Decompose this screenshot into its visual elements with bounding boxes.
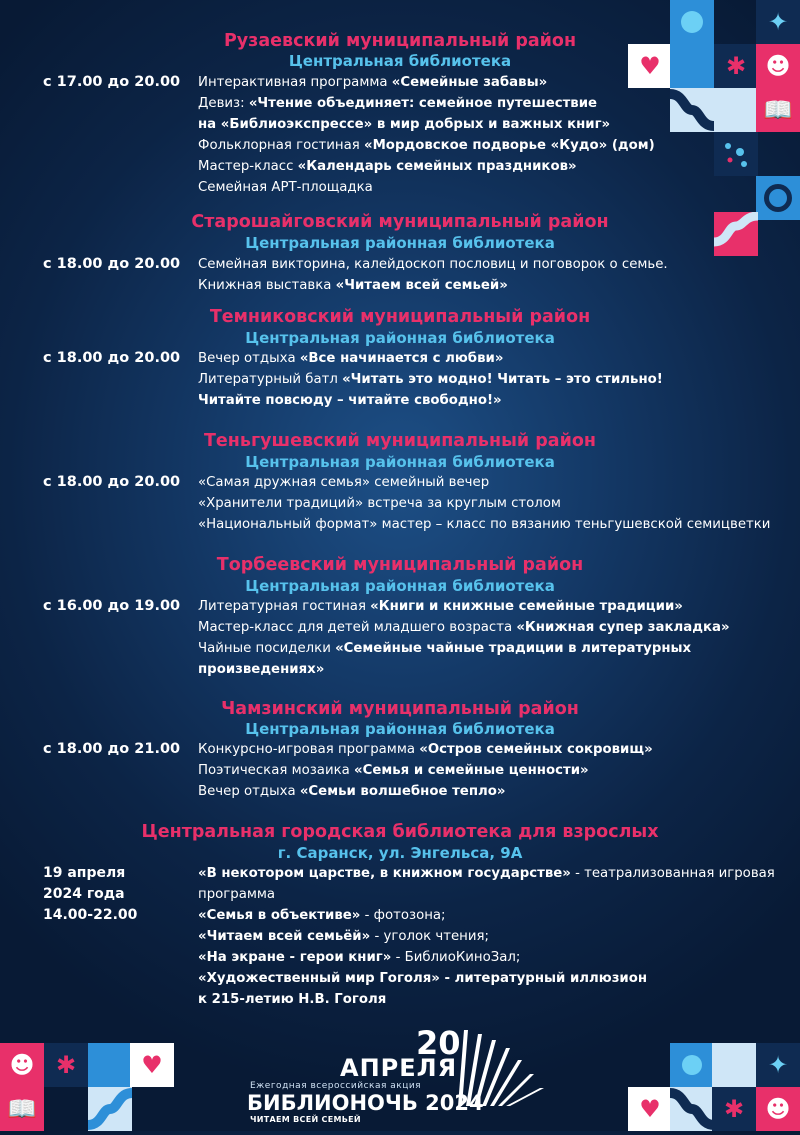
logo-day: 20 [416, 1024, 461, 1062]
city-year: 2024 года [43, 886, 125, 902]
logo-month: АПРЕЛЯ [340, 1054, 458, 1082]
logo-slogan: ЧИТАЕМ ВСЕЙ СЕМЬЕЙ [250, 1115, 361, 1124]
event-line: Литературная гостиная «Книги и книжные семейные традиции» [198, 599, 683, 614]
logo-tagline: Ежегодная всероссийская акция [250, 1081, 422, 1091]
city-date: 19 апреля [43, 865, 126, 881]
district-title-tengushevsky: Теньгушевский муниципальный район [204, 431, 596, 451]
event-time-tengushevsky: с 18.00 до 20.00 [43, 474, 181, 490]
sparkle-icon: ✦ [756, 0, 800, 44]
library-title-temnikovsky: Центральная районная библиотека [245, 329, 555, 347]
event-line: «На экране - герои книг» - БиблиоКиноЗал; [198, 950, 521, 965]
event-line: Вечер отдыха «Все начинается с любви» [198, 351, 504, 366]
book-icon: 📖 [0, 1087, 44, 1131]
logo-name: БИБЛИОНОЧЬ 2024 [247, 1091, 484, 1115]
library-title-staroshaigovsky: Центральная районная библиотека [245, 234, 555, 252]
event-line: Семейная викторина, калейдоскоп пословиц и поговорок о семье. [198, 257, 668, 272]
book-icon: 📖 [756, 88, 800, 132]
district-title-torbeevsky: Торбеевский муниципальный район [216, 555, 584, 575]
event-line: «В некотором царстве, в книжном государстве» - театрализованная игровая [198, 866, 775, 881]
event-time-torbeevsky: с 16.00 до 19.00 [43, 598, 181, 614]
event-line: Девиз: «Чтение объединяет: семейное путешествие [198, 96, 598, 111]
event-line: «Читаем всей семьёй» - уголок чтения; [198, 929, 489, 944]
flower-icon: ✱ [712, 1087, 756, 1131]
flower-icon: ✱ [44, 1043, 88, 1087]
circle-icon [670, 0, 714, 44]
event-line: к 215-летию Н.В. Гоголя [198, 992, 387, 1007]
event-line: Конкурсно-игровая программа «Остров семейных сокровищ» [198, 742, 653, 757]
city-library-address: г. Саранск, ул. Энгельса, 9А [277, 844, 523, 862]
event-line: «Национальный формат» мастер – класс по вязанию теньгушевской семицветки [198, 517, 771, 532]
event-line: «Семья в объективе» - фотозона; [198, 908, 446, 923]
event-line: Вечер отдыха «Семьи волшебное тепло» [198, 784, 506, 799]
event-time-ruzaevsky: с 17.00 до 20.00 [43, 74, 181, 90]
wave-icon [670, 88, 714, 132]
event-line: Интерактивная программа «Семейные забавы» [198, 75, 548, 90]
event-time-temnikovsky: с 18.00 до 20.00 [43, 350, 181, 366]
district-title-ruzaevsky: Рузаевский муниципальный район [223, 31, 577, 51]
sparkle-icon: ✦ [756, 1043, 800, 1087]
event-line: Мастер-класс для детей младшего возраста «Книжная супер закладка» [198, 620, 730, 635]
family-icon: ☻ [756, 1087, 800, 1131]
event-line: «Художественный мир Гоголя» - литературный иллюзион [198, 971, 648, 986]
event-line: Фольклорная гостиная «Мордовское подворье «Кудо» (дом) [198, 138, 655, 153]
district-title-temnikovsky: Темниковский муниципальный район [209, 307, 591, 327]
heart-icon: ♥ [130, 1043, 174, 1087]
district-title-chamzinsky: Чамзинский муниципальный район [221, 699, 579, 719]
family-icon: ☻ [756, 44, 800, 88]
event-time-chamzinsky: с 18.00 до 21.00 [43, 741, 181, 757]
wave-icon [670, 1087, 714, 1131]
event-line: Книжная выставка «Читаем всей семьей» [198, 278, 508, 293]
event-line: на «Библиоэкспрессе» в мир добрых и важных книг» [198, 117, 611, 132]
dots-icon [714, 132, 758, 176]
event-line: Литературный батл «Читать это модно! Читать – это стильно! [198, 372, 663, 387]
family-icon: ☻ [0, 1043, 44, 1087]
wave-icon [714, 212, 758, 256]
city-library-title: Центральная городская библиотека для взрослых [141, 822, 659, 842]
library-title-tengushevsky: Центральная районная библиотека [245, 453, 555, 471]
wave-icon [88, 1087, 132, 1131]
event-line: Чайные посиделки «Семейные чайные традиции в литературных [198, 641, 692, 656]
event-line: программа [198, 887, 276, 902]
heart-icon: ♥ [628, 44, 672, 88]
library-title-ruzaevsky: Центральная библиотека [288, 52, 512, 70]
circle-icon [670, 1043, 714, 1087]
city-hours: 14.00-22.00 [43, 907, 138, 923]
library-title-chamzinsky: Центральная районная библиотека [245, 720, 555, 738]
event-line: Мастер-класс «Календарь семейных праздников» [198, 159, 577, 174]
circle-icon [756, 176, 800, 220]
library-title-torbeevsky: Центральная районная библиотека [245, 577, 555, 595]
event-line: «Хранители традиций» встреча за круглым столом [198, 496, 561, 511]
event-time-staroshaigovsky: с 18.00 до 20.00 [43, 256, 181, 272]
flower-icon: ✱ [714, 44, 758, 88]
event-line: Читайте повсюду – читайте свободно!» [198, 393, 502, 408]
event-line: Поэтическая мозаика «Семья и семейные ценности» [198, 763, 589, 778]
event-line: произведениях» [198, 662, 325, 677]
event-line: «Самая дружная семья» семейный вечер [198, 475, 490, 490]
event-line: Семейная АРТ-площадка [198, 180, 373, 195]
district-title-staroshaigovsky: Старошайговский муниципальный район [191, 212, 609, 232]
heart-icon: ♥ [628, 1087, 672, 1131]
